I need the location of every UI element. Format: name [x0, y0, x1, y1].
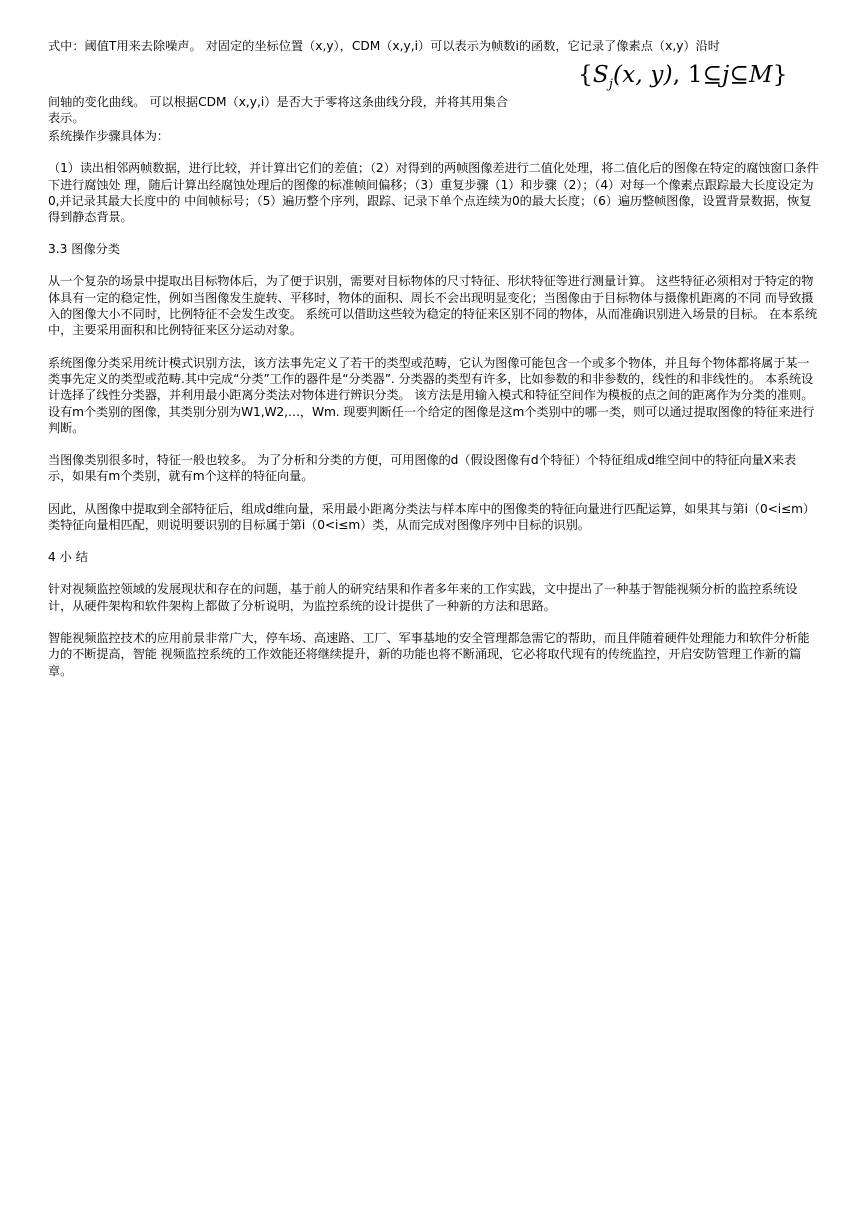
intro-line-1: 式中：阈值T用来去除噪声。 对固定的坐标位置（x,y），CDM（x,y,i）可以表示为帧数i的函数，它记录了像素点（x,y）沿时 [48, 39, 720, 53]
formula-one: 1 [687, 62, 703, 88]
summary-paragraph-1: 针对视频监控领域的发展现状和存在的问题，基于前人的研究结果和作者多年来的工作实践，文中提出了一种基于智能视频分析的监控系统设计，从硬件架构和软件架构上都做了分析说明，为监控系统的设计提供了一种新的方法和思路。 [48, 582, 798, 613]
formula-symbol: S [592, 62, 609, 88]
intro-line-3-text: 表示。 [48, 111, 85, 126]
article-body [48, 38, 820, 679]
classify-paragraph-3: 当图像类别很多时，特征一般也较多。 为了分析和分类的方便，可用图像的d（假设图像有d个特征）个特征组成d维空间中的特征向量X来表示，如果有m个类别，就有m个这样的特征向量。 [48, 453, 797, 484]
formula-args: (x, y) [613, 62, 673, 88]
formula-m: M [748, 62, 773, 88]
steps-paragraph: （1）读出相邻两帧数据，进行比较，并计算出它们的差值；（2）对得到的两帧图像差进行二值化处理，将二值化后的图像在特定的腐蚀窗口条件下进行腐蚀处 理，随后计算出经腐蚀处理后的图像的标准帧间偏移；（3）重复步骤（1）和步骤（2）；（4）对每一个像素点跟踪最大长度设定为0,并记录其最大长度中的 中间帧标号；（5）遍历整个序列，跟踪、记录下单个点连续为0的最大长度；（6）遍历整帧图像，设置背景数据，恢复得到静态背景。 [48, 161, 819, 225]
classify-paragraph-4: 因此，从图像中提取到全部特征后，组成d维向量，采用最小距离分类法与样本库中的图像类的特征向量进行匹配运算，如果其与第i（0<i≤m）类特征向量相匹配，则说明要识别的目标属于第i（0<i≤m）类，从而完成对图像序列中目标的识别。 [48, 501, 816, 533]
summary-paragraph-2: 智能视频监控技术的应用前景非常广大，停车场、高速路、工厂、军事基地的安全管理都急需它的帮助，而且伴随着硬件处理能力和软件分析能力的不断提高，智能 视频监控系统的工作效能还将继续提升，新的功能也将不断涌现，它必将取代现有的传统监控，开启安防管理工作新的篇章。 [48, 630, 810, 678]
classify-paragraph-2: 系统图像分类采用统计模式识别方法，该方法事先定义了若干的类型或范畴，它认为图像可能包含一个或多个物体，并且每个物体都将属于某一类事先定义的类型或范畴.其中完成“分类”工作的器件是“分类器”. 分类器的类型有许多，比如参数的和非参数的，线性的和非线性的。 本系统设计选择了线性分类器，并利用最小距离分类法对物体进行辨识分类。 该方法是用输入模式和特征空间作为模板的点之间的距离作为分类的准则。 设有m个类别的图像，其类别分别为W1,W2,…，Wm. 现要判断任一个给定的图像是这m个类别中的哪一类，则可以通过提取图像的特征来进行判断。 [48, 355, 815, 435]
formula-j: j [722, 62, 730, 88]
formula-open-brace: { [578, 62, 593, 88]
section-heading-3-3: 3.3 图像分类 [48, 242, 121, 257]
intro-with-formula [48, 38, 820, 126]
intro-line-2 [48, 94, 578, 127]
formula-subscript: j [608, 77, 614, 92]
formula-subset-2: ⊆ [729, 62, 749, 88]
section-heading-4: 4 小 结 [48, 550, 88, 565]
classify-paragraph-1: 从一个复杂的场景中提取出目标物体后，为了便于识别，需要对目标物体的尺寸特征、形状特征等进行测量计算。 这些特征必须相对于特定的物体具有一定的稳定性，例如当图像发生旋转、平移时，物体的面积、周长不会出现明显变化；当图像由于目标物体与摄像机距离的不同 而导致摄入的图像大小不同时，比例特征不会发生改变。 系统可以借助这些较为稳定的特征来区别不同的物体，从而准确识别进入场景的目标。 在本系统中，主要采用面积和比例特征来区分运动对象。 [48, 274, 818, 338]
set-formula [578, 62, 788, 92]
intro-line-2-text: 间轴的变化曲线。 可以根据CDM（x,y,i）是否大于零将这条曲线分段，并将其用集合 [48, 95, 509, 109]
formula-subset-1: ⊆ [702, 62, 723, 88]
steps-intro: 系统操作步骤具体为： [48, 129, 169, 143]
formula-close-brace: } [772, 62, 788, 88]
formula-comma: , [672, 62, 688, 88]
